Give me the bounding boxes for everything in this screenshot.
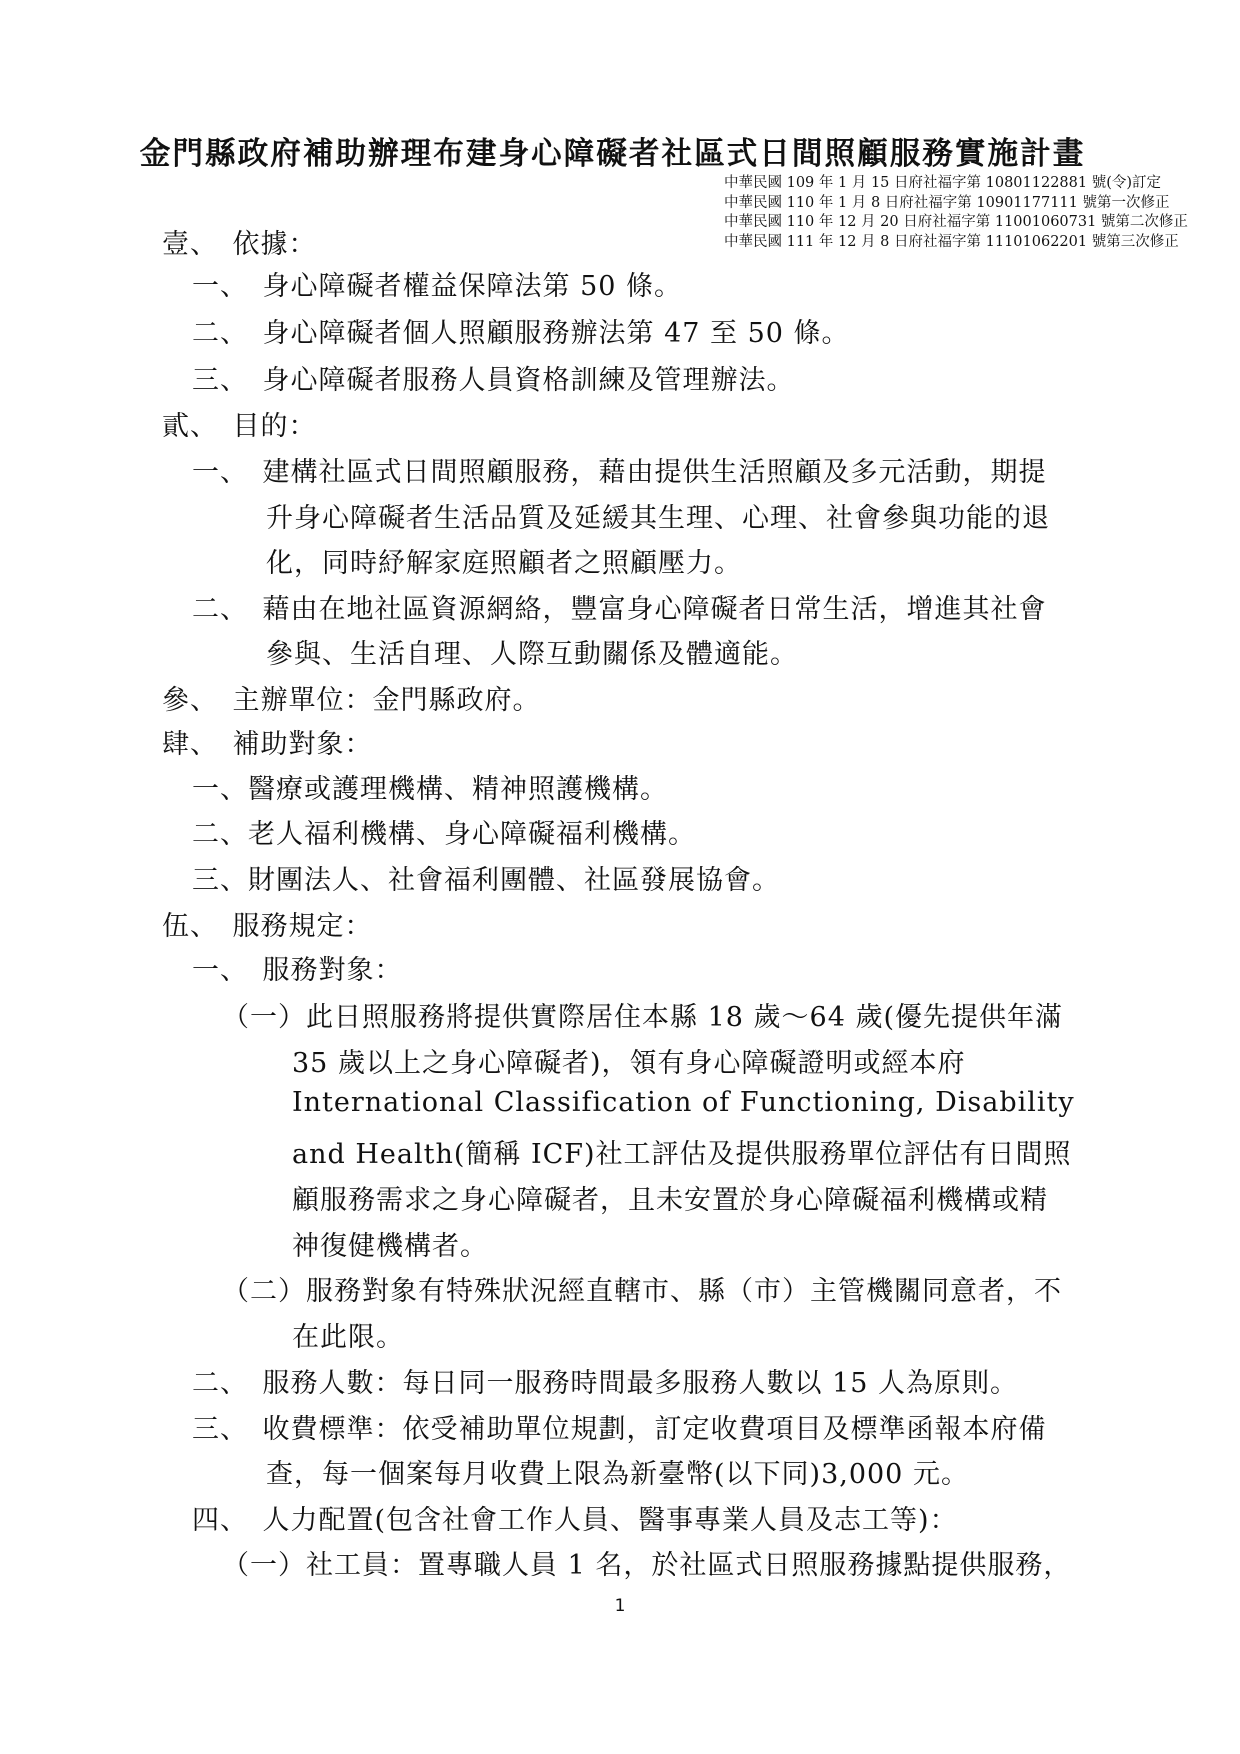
revision-note: 中華民國 109 年 1 月 15 日府社福字第 10801122881 號(令)訂定 bbox=[724, 175, 1162, 191]
revision-history bbox=[724, 174, 1188, 252]
body-line: 一、 身心障礙者權益保障法第 50 條。 bbox=[192, 271, 683, 302]
section-heading: 貳、 目的： bbox=[162, 411, 317, 442]
body-line: 三、 身心障礙者服務人員資格訓練及管理辦法。 bbox=[192, 365, 795, 396]
revision-note: 中華民國 111 年 12 月 8 日府社福字第 11101062201 號第三次修正 bbox=[724, 233, 1179, 250]
section-heading: 參、 主辦單位：金門縣政府。 bbox=[162, 685, 541, 716]
body-line: 神復健機構者。 bbox=[292, 1231, 488, 1262]
document-title: 金門縣政府補助辦理布建身心障礙者社區式日間照顧服務實施計畫 bbox=[139, 136, 1086, 172]
body-line: 在此限。 bbox=[292, 1322, 404, 1353]
body-line: 二、 服務人數：每日同一服務時間最多服務人數以 15 人為原則。 bbox=[192, 1368, 1019, 1399]
body-line: （一）社工員：置專職人員 1 名，於社區式日照服務據點提供服務， bbox=[222, 1550, 1072, 1581]
body-line: 升身心障礙者生活品質及延緩其生理、心理、社會參與功能的退 bbox=[266, 503, 1050, 534]
body-line: 二、 身心障礙者個人照顧服務辦法第 47 至 50 條。 bbox=[192, 318, 850, 349]
page-number: 1 bbox=[614, 1596, 626, 1616]
body-line: 二、 藉由在地社區資源網絡，豐富身心障礙者日常生活，增進其社會 bbox=[192, 594, 1047, 625]
revision-note: 中華民國 110 年 1 月 8 日府社福字第 10901177111 號第一次修正 bbox=[724, 194, 1170, 211]
body-line: International Classification of Functioning, Disability bbox=[292, 1087, 1075, 1118]
body-line: 參與、生活自理、人際互動關係及體適能。 bbox=[266, 639, 798, 670]
section-heading: 壹、 依據： bbox=[162, 229, 317, 260]
body-line: 二、老人福利機構、身心障礙福利機構。 bbox=[192, 819, 696, 850]
body-line: 三、 收費標準：依受補助單位規劃，訂定收費項目及標準函報本府備 bbox=[192, 1414, 1047, 1445]
body-line: 一、醫療或護理機構、精神照護機構。 bbox=[192, 774, 668, 805]
body-line: （一）此日照服務將提供實際居住本縣 18 歲～64 歲(優先提供年滿 bbox=[222, 1002, 1063, 1033]
body-line: 一、 服務對象： bbox=[192, 955, 403, 986]
body-line: 三、財團法人、社會福利團體、社區發展協會。 bbox=[192, 865, 780, 896]
section-heading: 伍、 服務規定： bbox=[162, 911, 373, 942]
body-line: 四、 人力配置(包含社會工作人員、醫事專業人員及志工等)： bbox=[192, 1505, 958, 1536]
body-line: 顧服務需求之身心障礙者，且未安置於身心障礙福利機構或精 bbox=[292, 1185, 1048, 1216]
body-line: （二）服務對象有特殊狀況經直轄市、縣（市）主管機關同意者，不 bbox=[222, 1276, 1062, 1307]
body-line: and Health(簡稱 ICF)社工評估及提供服務單位評估有日間照 bbox=[292, 1139, 1072, 1170]
section-heading: 肆、 補助對象： bbox=[162, 729, 373, 760]
body-line: 查，每一個案每月收費上限為新臺幣(以下同)3,000 元。 bbox=[266, 1459, 969, 1490]
body-line: 一、 建構社區式日間照顧服務，藉由提供生活照顧及多元活動，期提 bbox=[192, 457, 1047, 488]
body-line: 35 歲以上之身心障礙者)，領有身心障礙證明或經本府 bbox=[292, 1048, 966, 1079]
body-line: 化，同時紓解家庭照顧者之照顧壓力。 bbox=[266, 548, 742, 579]
revision-note: 中華民國 110 年 12 月 20 日府社福字第 11001060731 號第二次修正 bbox=[724, 214, 1188, 230]
